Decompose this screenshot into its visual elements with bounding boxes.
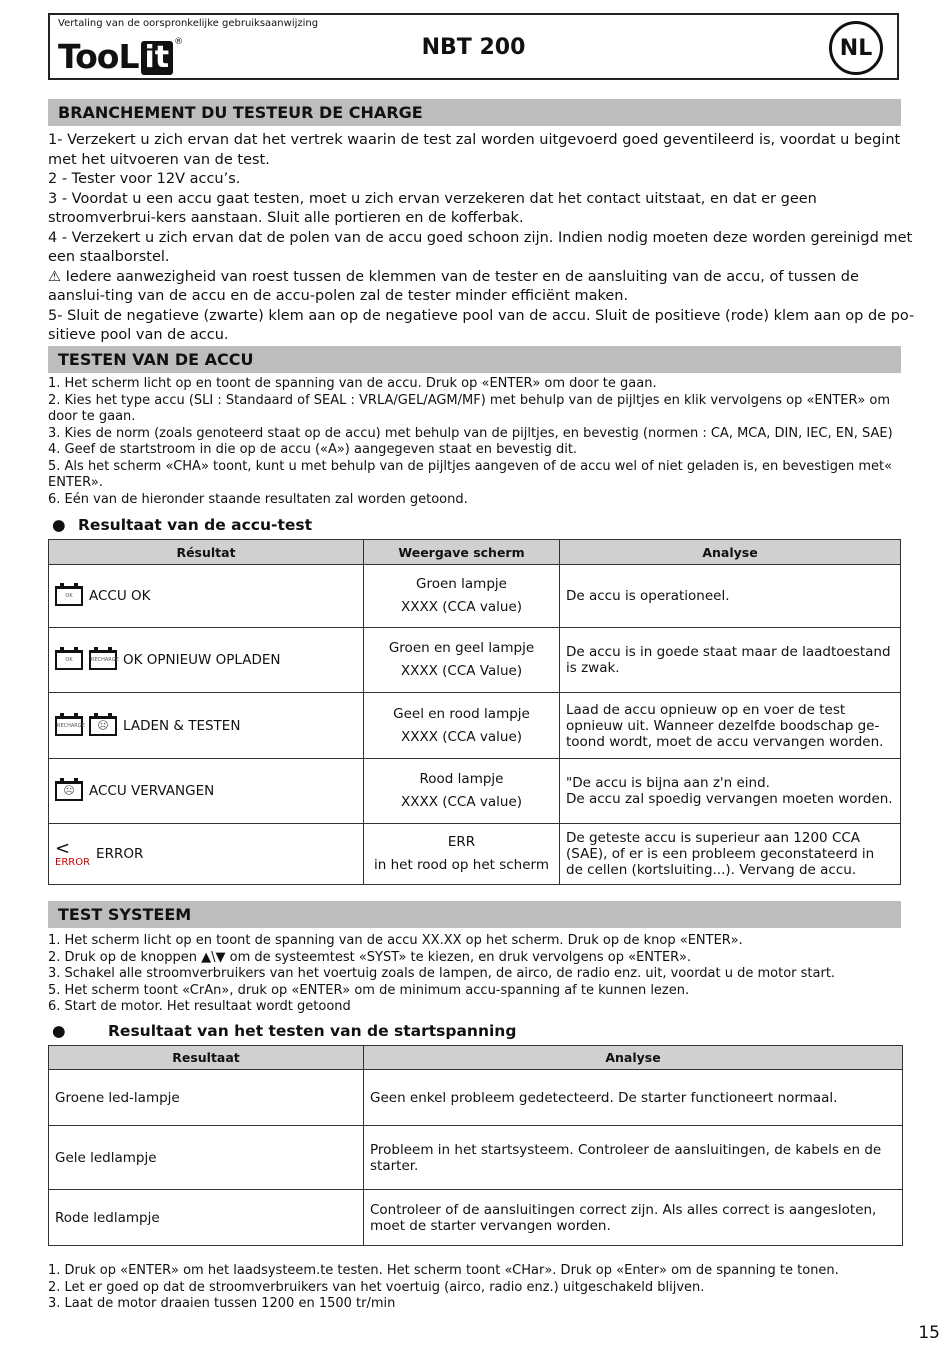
page-header — [48, 13, 899, 80]
instruction: 6. Eén van de hieronder staande resultaten zal worden getoond. — [48, 491, 468, 507]
section-systeem-text — [48, 933, 908, 1016]
col-header: Analyse — [364, 1046, 903, 1070]
section-title-test-systeem: TEST SYSTEEM — [48, 901, 901, 928]
instruction: 1. Druk op «ENTER» om het laadsysteem.te testen. Het scherm toont «CHar». Druk op «Enter» om de spanning te tonen. — [48, 1263, 839, 1278]
display-text: ERR — [447, 834, 476, 850]
startspanning-table — [48, 1045, 903, 1246]
table-row — [49, 759, 901, 824]
instruction: 4 - Verzekert u zich ervan dat de polen van de accu goed schoon zijn. Indien nodig moeten deze worden gereinigd met een staalborstel. — [48, 229, 913, 265]
section-testen-text — [48, 376, 908, 508]
display-value: XXXX (CCA Value) — [400, 663, 523, 679]
logo-text: TooL — [58, 37, 139, 76]
instruction: 5- Sluit de negatieve (zwarte) klem aan op de negatieve pool van de accu. Sluit de positieve (rode) klem aan op de po-sitieve pool van de accu. — [48, 307, 915, 343]
instruction: 2. Kies het type accu (SLI : Standaard of SEAL : VRLA/GEL/AGM/MF) met behulp van de pijltjes en klik vervolgens op «ENTER» om door te gaan. — [48, 392, 891, 424]
result-cell: Gele ledlampje — [49, 1126, 364, 1190]
instruction: 5. Als het scherm «CHA» toont, kunt u met behulp van de pijltjes aangeven of de accu wel of niet geladen is, en bevestigen met« ENTER». — [48, 458, 893, 490]
result-cell: Rode ledlampje — [49, 1190, 364, 1246]
footer-instructions — [48, 1263, 908, 1313]
col-header: Resultaat — [49, 1046, 364, 1070]
display-text: Geel en rood lampje — [393, 705, 530, 722]
analysis-text: Geen enkel probleem gedetecteerd. De starter functioneert normaal. — [364, 1070, 903, 1126]
table-row — [49, 1070, 903, 1126]
display-value: in het rood op het scherm — [373, 857, 550, 873]
display-value: XXXX (CCA value) — [400, 728, 523, 745]
analysis-text: De accu is in goede staat maar de laadtoestand is zwak. — [560, 628, 901, 693]
analysis-text: Probleem in het startsysteem. Controleer de aansluitingen, de kabels en de starter. — [364, 1126, 903, 1190]
display-text: Groen en geel lampje — [388, 640, 535, 656]
bullet-text: Resultaat van het testen van de startspanning — [108, 1022, 517, 1040]
instruction: 6. Start de motor. Het resultaat wordt getoond — [48, 999, 351, 1014]
instruction: 3. Kies de norm (zoals genoteerd staat op de accu) met behulp van de pijltjes, en bevestig (normen : CA, MCA, DIN, IEC, EN, SAE) — [48, 425, 893, 441]
page-number: 15 — [918, 1323, 940, 1343]
display-value: XXXX (CCA value) — [400, 794, 523, 810]
analysis-text: "De accu is bijna aan z'n eind. De accu zal spoedig vervangen moeten worden. — [560, 759, 901, 824]
section-title-testen: TESTEN VAN DE ACCU — [48, 346, 901, 373]
analysis-text: De geteste accu is superieur aan 1200 CCA (SAE), of er is een probleem geconstateerd in de cellen (kortsluiting...). Vervang de accu. — [560, 824, 901, 885]
header-subtitle: Vertaling van de oorspronkelijke gebruiksaanwijzing — [58, 18, 319, 29]
instruction: 1. Het scherm licht op en toont de spanning van de accu XX.XX op het scherm. Druk op de knop «ENTER». — [48, 933, 743, 948]
analysis-text: Controleer of de aansluitingen correct zijn. Als alles correct is aangesloten, moet de starter vervangen worden. — [364, 1190, 903, 1246]
logo-registered: ® — [174, 37, 184, 47]
display-text: Groen lampje — [416, 576, 507, 592]
table-row — [49, 693, 901, 759]
table-row — [49, 565, 901, 628]
table-row — [49, 1190, 903, 1246]
analysis-text: Laad de accu opnieuw op en voer de test opnieuw uit. Wanneer dezelfde boodschap ge-toond wordt, moet de accu vervangen worden. — [560, 693, 901, 759]
battery-recharge-icon: RECHARGE — [55, 716, 83, 736]
battery-recharge-icon: RECHARGE — [89, 650, 117, 670]
instruction: 1- Verzekert u zich ervan dat het vertrek waarin de test zal worden uitgevoerd goed geventileerd is, voordat u begint met het uitvoeren van de test. — [48, 132, 901, 168]
col-header: Résultat — [49, 540, 364, 565]
instruction: 1. Het scherm licht op en toont de spanning van de accu. Druk op «ENTER» om door te gaan. — [48, 376, 657, 391]
result-label: OK OPNIEUW OPLADEN — [123, 652, 281, 668]
battery-ok-icon: OK — [55, 586, 83, 606]
col-header: Weergave scherm — [364, 540, 560, 565]
col-header: Analyse — [560, 540, 901, 565]
table-row — [49, 824, 901, 885]
result-label: ACCU OK — [89, 588, 151, 604]
table-row — [49, 628, 901, 693]
bullet-text: Resultaat van de accu-test — [78, 516, 313, 534]
section-title-branchement: BRANCHEMENT DU TESTEUR DE CHARGE — [48, 99, 901, 126]
result-label: LADEN & TESTEN — [123, 717, 241, 734]
warning-instruction: ⚠ Iedere aanwezigheid van roest tussen de klemmen van de tester en de aansluiting van de accu, of tussen de aanslui-ting van de accu en de accu-polen zal de tester minder efficiënt maken. — [48, 268, 859, 304]
error-clamp-icon: < ERROR — [55, 837, 91, 868]
page-title: NBT 200 — [421, 35, 526, 60]
instruction: 4. Geef de startstroom in die op de accu («A») aangegeven staat en bevestig dit. — [48, 442, 578, 457]
error-icon-label: ERROR — [55, 856, 91, 868]
instruction: 2. Druk op de knoppen ▲\▼ om de systeemtest «SYST» te kiezen, en druk vervolgens op «ENTER». — [48, 949, 692, 965]
battery-sad-icon: ☹ — [55, 781, 83, 801]
instruction: 3. Schakel alle stroomverbruikers van het voertuig zoals de lampen, de airco, de radio enz. uit, voordat u de motor start. — [48, 966, 836, 981]
display-value: XXXX (CCA value) — [400, 599, 523, 615]
instruction: 3 - Voordat u een accu gaat testen, moet u zich ervan verzekeren dat het contact uitstaat, en dat er geen stroomverbrui-kers aanstaan. Sluit alle portieren en de kofferbak. — [48, 190, 817, 226]
result-label: ERROR — [96, 846, 144, 862]
battery-sad-icon: ☹ — [89, 716, 117, 736]
result-label: ACCU VERVANGEN — [89, 783, 215, 799]
accu-test-table — [48, 539, 901, 885]
battery-ok-icon: OK — [55, 650, 83, 670]
table-row — [49, 1126, 903, 1190]
logo-it: it — [141, 41, 174, 75]
bullet-heading-accu-test: ● Resultaat van de accu-test — [52, 516, 313, 534]
display-text: Rood lampje — [419, 771, 504, 787]
result-cell: Groene led-lampje — [49, 1070, 364, 1126]
instruction: 5. Het scherm toont «CrAn», druk op «ENTER» om de minimum accu-spanning af te kunnen lezen. — [48, 982, 690, 998]
instruction: 2. Let er goed op dat de stroomverbruikers van het voertuig (airco, radio enz.) uitgeschakeld blijven. — [48, 1279, 705, 1295]
analysis-text: De accu is operationeel. — [560, 565, 901, 628]
instruction: 3. Laat de motor draaien tussen 1200 en 1500 tr/min — [48, 1296, 396, 1311]
language-badge: NL — [829, 21, 883, 75]
bullet-heading-startspanning: ● Resultaat van het testen van de startspanning — [52, 1022, 517, 1040]
instruction: 2 - Tester voor 12V accu’s. — [48, 171, 241, 187]
section-branchement-text — [48, 131, 916, 346]
